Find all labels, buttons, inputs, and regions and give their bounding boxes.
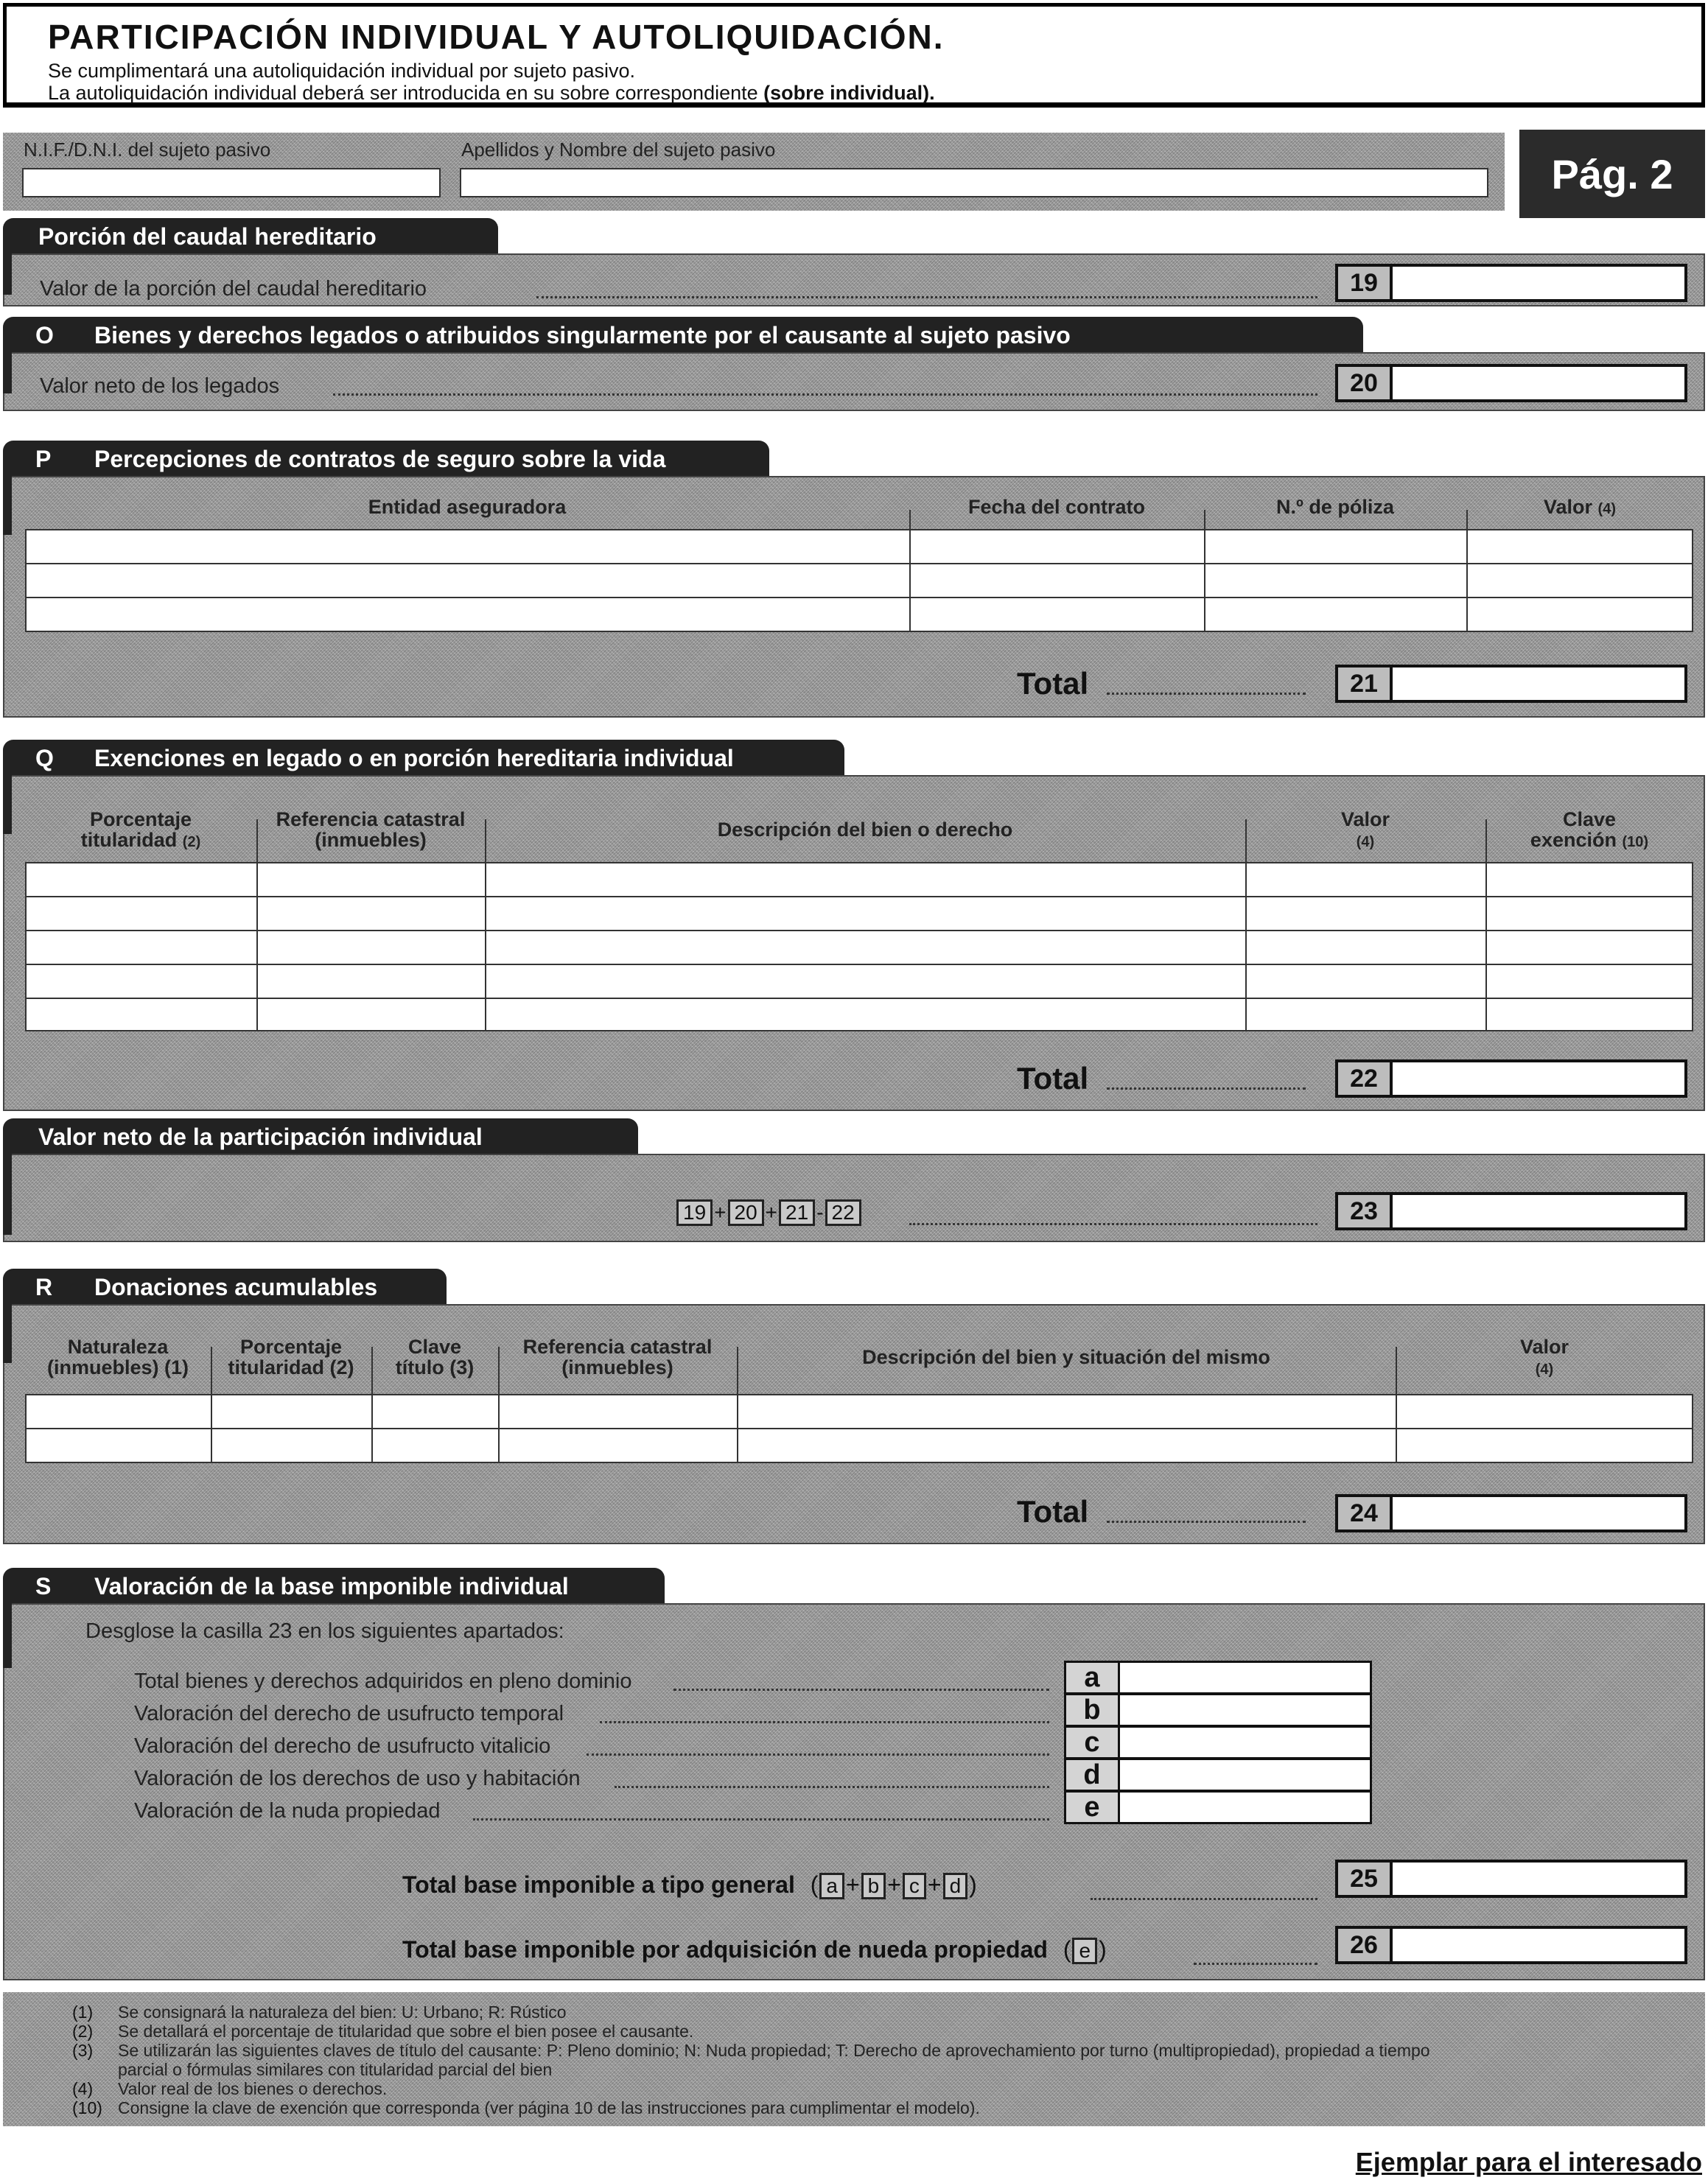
note-number: (3) — [72, 2041, 94, 2060]
col-divider — [371, 1347, 373, 1462]
breakdown-a-label: Total bienes y derechos adquiridos en pleno dominio — [134, 1669, 632, 1693]
row-divider — [27, 1428, 1692, 1429]
total-nuda-line — [402, 1936, 1107, 1964]
note-text: parcial o fórmulas similares con titularidad parcial del bien — [118, 2060, 553, 2079]
col-divider — [211, 1347, 212, 1462]
section-notch — [3, 1603, 12, 1668]
section-notch — [3, 352, 12, 393]
plus-sign: + — [714, 1201, 727, 1224]
box-number: 19 — [1335, 264, 1393, 302]
copy-label: Ejemplar para el interesado — [1355, 2147, 1702, 2177]
section-letter: R — [35, 1273, 53, 1300]
col-referencia-l1: Referencia catastral — [522, 1336, 713, 1358]
total-label: Total — [1017, 666, 1089, 701]
col-porcentaje-l2: titularidad (2) — [228, 1356, 354, 1378]
col-valor-note: (4) — [1535, 1362, 1554, 1378]
ref-box-b: b — [861, 1873, 886, 1899]
note-number: (1) — [72, 2002, 94, 2022]
box-number: 22 — [1335, 1059, 1393, 1098]
field-26 — [1335, 1926, 1687, 1964]
row-divider — [27, 563, 1692, 564]
section-tab-p — [3, 441, 769, 477]
total-general-line — [402, 1871, 977, 1899]
section-title: Bienes y derechos legados o atribuidos singularmente por el causante al sujeto pasivo — [94, 321, 1071, 348]
col-naturaleza-l2: (inmuebles) (1) — [46, 1356, 189, 1378]
section-notch — [3, 775, 12, 834]
section-valor-neto — [3, 1154, 1705, 1242]
page-badge: Pág. 2 — [1519, 130, 1705, 218]
row-divider — [27, 896, 1692, 897]
insurance-table — [25, 497, 1693, 659]
section-title: Percepciones de contratos de seguro sobre la vida — [94, 445, 666, 472]
col-poliza: N.º de póliza — [1276, 496, 1394, 518]
col-valor-l1: Valor — [1519, 1336, 1569, 1358]
box-number: 21 — [1335, 665, 1393, 703]
note-text: Valor real de los bienes o derechos. — [118, 2079, 388, 2098]
section-letter: O — [35, 321, 54, 348]
section-notch — [3, 253, 12, 295]
note-number: (4) — [72, 2079, 94, 2098]
plus-sign: + — [887, 1871, 901, 1898]
row-divider — [27, 597, 1692, 598]
field-23-value[interactable] — [1393, 1192, 1687, 1230]
col-divider — [485, 819, 486, 1030]
breakdown-b-value[interactable] — [1120, 1693, 1372, 1727]
breakdown-a-value[interactable] — [1120, 1661, 1372, 1695]
field-22 — [1335, 1059, 1687, 1098]
desglose-intro: Desglose la casilla 23 en los siguientes apartados: — [85, 1619, 564, 1643]
nif-field[interactable] — [22, 168, 441, 197]
col-divider — [1245, 819, 1247, 1030]
col-descripcion: Descripción del bien o derecho — [717, 819, 1013, 841]
ref-box-a: a — [819, 1873, 844, 1899]
section-letter: P — [35, 445, 52, 472]
breakdown-c-label: Valoración del derecho de usufructo vitalicio — [134, 1734, 551, 1758]
leader-dots — [615, 1786, 1049, 1788]
box-number: 26 — [1335, 1926, 1393, 1964]
section-notch — [3, 476, 12, 535]
formula-25 — [811, 1871, 977, 1898]
leader-dots — [536, 296, 1317, 298]
section-p — [3, 476, 1705, 718]
porcion-label: Valor de la porción del caudal hereditario — [40, 277, 427, 301]
col-referencia-l1: Referencia catastral — [276, 808, 466, 830]
col-valor — [1396, 1336, 1693, 1380]
breakdown-d-value[interactable] — [1120, 1758, 1372, 1792]
col-descripcion: Descripción del bien y situación del mismo — [862, 1346, 1270, 1368]
section-s — [3, 1603, 1705, 1980]
col-valor-l1: Valor — [1340, 808, 1390, 830]
total-general-label: Total base imponible a tipo general — [402, 1871, 795, 1898]
breakdown-e-label: Valoración de la nuda propiedad — [134, 1799, 441, 1823]
col-porcentaje-l1: Porcentaje — [89, 808, 192, 830]
field-25 — [1335, 1860, 1687, 1898]
name-field[interactable] — [460, 168, 1488, 197]
ref-box-19: 19 — [676, 1199, 713, 1226]
col-referencia — [256, 809, 485, 850]
col-porcentaje-l2-text: titularidad — [80, 829, 178, 851]
exemptions-table — [25, 809, 1693, 1074]
col-divider — [1396, 1347, 1397, 1462]
ref-box-c: c — [903, 1873, 926, 1899]
header-line-1: Se cumplimentará una autoliquidación individual por sujeto pasivo. — [48, 60, 635, 82]
section-tab-r — [3, 1269, 447, 1306]
leader-dots — [909, 1223, 1317, 1225]
row-divider — [27, 964, 1692, 965]
col-divider — [498, 1347, 500, 1462]
leader-dots — [1107, 1521, 1306, 1523]
row-divider — [27, 930, 1692, 931]
col-clave — [1485, 809, 1693, 852]
note-number: (2) — [72, 2022, 94, 2041]
letter-a: a — [1064, 1661, 1120, 1695]
field-21-value[interactable] — [1393, 665, 1687, 703]
section-title: Donaciones acumulables — [94, 1273, 378, 1300]
col-entidad: Entidad aseguradora — [368, 496, 567, 518]
field-20 — [1335, 364, 1687, 402]
leader-dots — [473, 1818, 1049, 1821]
col-naturaleza-l1: Naturaleza — [67, 1336, 169, 1358]
name-label: Apellidos y Nombre del sujeto pasivo — [461, 139, 776, 161]
plus-sign: + — [765, 1201, 778, 1224]
section-title: Valor neto de la participación individual — [38, 1123, 483, 1150]
col-valor-l2 — [1245, 830, 1485, 852]
field-19-value[interactable] — [1393, 264, 1687, 302]
note-text: Consigne la clave de exención que corresponda (ver página 10 de las instrucciones para cumplimentar el modelo). — [118, 2098, 980, 2117]
box-number: 24 — [1335, 1494, 1393, 1532]
ref-box-21: 21 — [779, 1199, 815, 1226]
letter-b: b — [1064, 1693, 1120, 1727]
formula-26 — [1063, 1936, 1107, 1963]
section-title: Valoración de la base imponible individual — [94, 1572, 569, 1599]
plus-sign: + — [927, 1871, 942, 1898]
box-number: 23 — [1335, 1192, 1393, 1230]
leader-dots — [673, 1689, 1049, 1691]
field-20-value[interactable] — [1393, 364, 1687, 402]
nif-label: N.I.F./D.N.I. del sujeto pasivo — [24, 139, 271, 161]
legados-label: Valor neto de los legados — [40, 374, 280, 398]
section-title: Exenciones en legado o en porción hereditaria individual — [94, 744, 734, 771]
col-referencia-l2: (inmuebles) — [315, 829, 427, 851]
col-porcentaje-note: (2) — [182, 834, 201, 850]
col-valor — [1466, 497, 1693, 519]
section-letter: Q — [35, 744, 54, 771]
taxpayer-id-strip — [3, 133, 1505, 211]
section-tab-porcion — [3, 218, 498, 255]
leader-dots — [1091, 1898, 1317, 1900]
section-r — [3, 1304, 1705, 1544]
field-23 — [1335, 1192, 1687, 1230]
col-clave-l2-text: exención — [1530, 829, 1617, 851]
paren-open: ( — [810, 1871, 819, 1898]
section-tab-q — [3, 740, 844, 777]
header-line-2-text: La autoliquidación individual deberá ser introducida en su sobre correspondiente — [48, 82, 764, 104]
col-divider — [256, 819, 258, 1030]
col-porcentaje — [25, 809, 256, 852]
section-title: Porción del caudal hereditario — [38, 222, 377, 250]
col-divider — [737, 1347, 738, 1462]
field-24-value[interactable] — [1393, 1494, 1687, 1532]
col-valor-l2 — [1396, 1357, 1693, 1380]
col-valor-note: (4) — [1356, 834, 1375, 850]
field-19 — [1335, 264, 1687, 302]
insurance-rows[interactable] — [25, 529, 1693, 632]
footnotes — [3, 1992, 1705, 2126]
header-line-2-bold: (sobre individual). — [763, 82, 935, 104]
minus-sign: - — [816, 1201, 824, 1224]
note-text: Se utilizarán las siguientes claves de título del causante: P: Pleno dominio; N: Nuda propiedad; T: Derecho de aprovechamiento por turno (multipropiedad), propiedad a tiempo — [118, 2041, 1430, 2060]
total-label: Total — [1017, 1061, 1089, 1096]
field-26-value[interactable] — [1393, 1926, 1687, 1964]
col-divider — [1466, 510, 1468, 631]
paren-close: ) — [969, 1871, 977, 1898]
col-porcentaje-l1: Porcentaje — [239, 1336, 343, 1358]
leader-dots — [600, 1721, 1049, 1723]
section-o — [3, 352, 1705, 411]
col-divider — [1485, 819, 1487, 1030]
note-text: Se detallará el porcentaje de titularidad que sobre el bien posee el causante. — [118, 2022, 694, 2041]
leader-dots — [1107, 1087, 1306, 1090]
ref-box-22: 22 — [825, 1199, 861, 1226]
ref-box-e: e — [1072, 1938, 1097, 1964]
col-clave — [371, 1336, 498, 1378]
letter-e: e — [1064, 1790, 1120, 1824]
col-divider — [1204, 510, 1205, 631]
box-number: 25 — [1335, 1860, 1393, 1898]
col-valor-label: Valor — [1543, 496, 1593, 518]
field-24 — [1335, 1494, 1687, 1532]
note-text: Se consignará la naturaleza del bien: U: Urbano; R: Rústico — [118, 2002, 567, 2022]
breakdown-c-value[interactable] — [1120, 1725, 1372, 1759]
col-clave-l2: título (3) — [395, 1356, 475, 1378]
total-label: Total — [1017, 1494, 1089, 1529]
form-title: PARTICIPACIÓN INDIVIDUAL Y AUTOLIQUIDACIÓN. — [48, 18, 945, 56]
section-q — [3, 775, 1705, 1111]
plus-sign: + — [845, 1871, 860, 1898]
col-referencia-l2: (inmuebles) — [561, 1356, 673, 1378]
col-fecha: Fecha del contrato — [967, 496, 1146, 518]
breakdown-b-label: Valoración del derecho de usufructo temporal — [134, 1702, 564, 1725]
exemption-rows[interactable] — [25, 862, 1693, 1031]
paren-open: ( — [1063, 1936, 1071, 1963]
note-number: (10) — [72, 2098, 102, 2117]
leader-dots — [1107, 693, 1306, 695]
breakdown-e-value[interactable] — [1120, 1790, 1372, 1824]
section-tab-valor-neto — [3, 1118, 638, 1155]
donation-rows[interactable] — [25, 1394, 1693, 1463]
col-valor-note: (4) — [1597, 501, 1616, 517]
header-line-2 — [48, 82, 935, 105]
section-letter: S — [35, 1572, 52, 1599]
field-21 — [1335, 665, 1687, 703]
col-clave-l1: Clave — [1562, 808, 1617, 830]
field-22-value[interactable] — [1393, 1059, 1687, 1098]
letter-c: c — [1064, 1725, 1120, 1759]
section-tab-s — [3, 1568, 665, 1605]
col-referencia — [498, 1336, 737, 1378]
ref-box-20: 20 — [728, 1199, 764, 1226]
paren-close: ) — [1099, 1936, 1107, 1963]
leader-dots — [587, 1753, 1049, 1756]
row-divider — [27, 998, 1692, 999]
section-notch — [3, 1154, 12, 1235]
section-tab-o — [3, 317, 1363, 354]
col-clave-note: (10) — [1622, 834, 1649, 850]
col-divider — [909, 510, 911, 631]
col-porcentaje-l2 — [25, 830, 256, 852]
section-porcion — [3, 253, 1705, 306]
col-valor — [1245, 809, 1485, 852]
field-25-value[interactable] — [1393, 1860, 1687, 1898]
section-notch — [3, 1304, 12, 1363]
total-nuda-label: Total base imponible por adquisición de nueda propiedad — [402, 1936, 1048, 1963]
breakdown-d-label: Valoración de los derechos de uso y habitación — [134, 1767, 581, 1790]
donations-table — [25, 1336, 1693, 1513]
col-clave-l1: Clave — [407, 1336, 462, 1358]
formula-23 — [675, 1199, 863, 1226]
letter-d: d — [1064, 1758, 1120, 1792]
leader-dots — [1194, 1963, 1317, 1965]
box-number: 20 — [1335, 364, 1393, 402]
col-naturaleza — [25, 1336, 211, 1378]
col-porcentaje — [211, 1336, 371, 1378]
ref-box-d: d — [943, 1873, 968, 1899]
col-clave-l2 — [1485, 830, 1693, 852]
leader-dots — [333, 393, 1317, 396]
form-header — [3, 3, 1705, 108]
